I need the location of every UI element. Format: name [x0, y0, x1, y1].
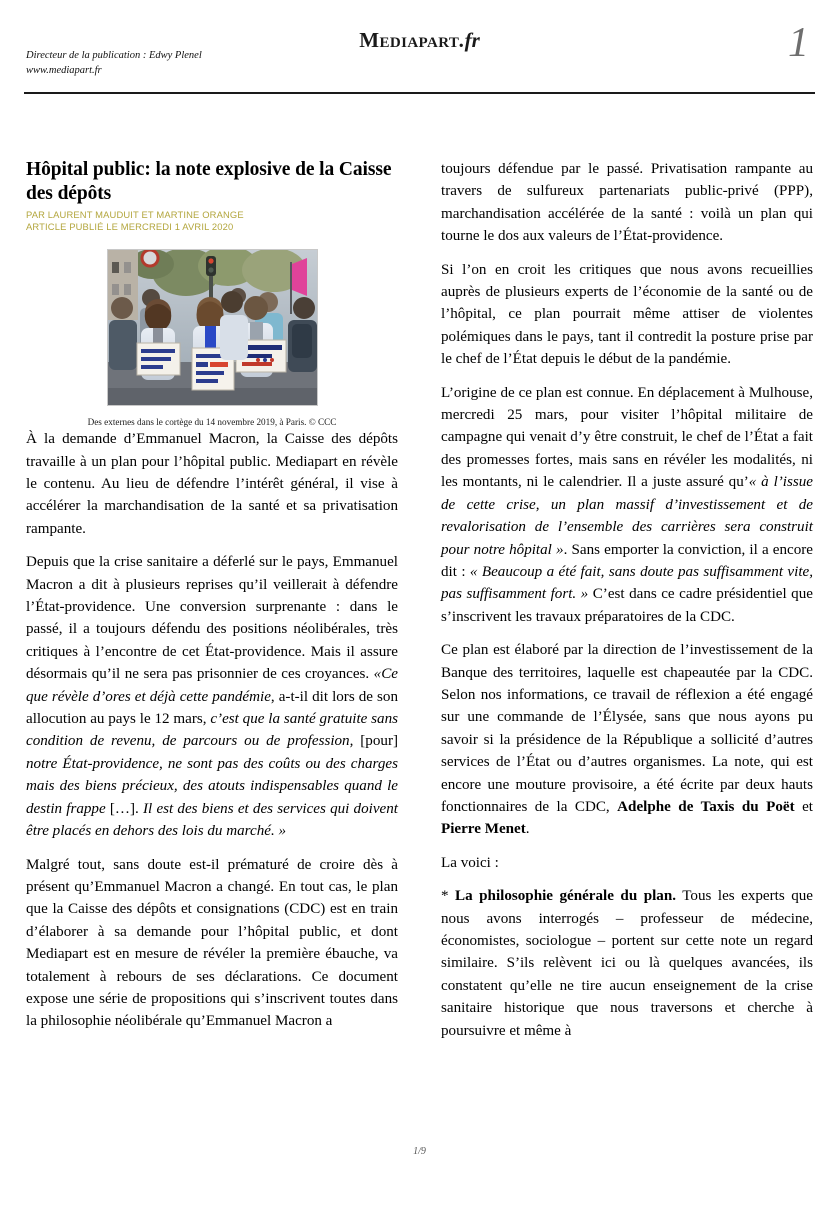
- text-run: .: [525, 821, 530, 838]
- text-run: […].: [105, 800, 144, 817]
- header-divider: [24, 92, 815, 94]
- text-run: Tous les experts que nous avons interrogés – professeur de médecine, économistes, sociologue – portent sur cette note un regard similaire. S’ils relèvent ici ou là quelques avancées, ils constatent qu’elle ne tire aucun enseignement de la crise sanitaire historique que nous traversons et cherche à poursuivre et même à: [441, 888, 813, 1039]
- text-run: Si l’on en croit les critiques que nous avons recueillies auprès de plusieurs experts de l’économie de la santé ou de l’hôpital, ce plan pourrait même attiser de violentes polémiques dans le pays, tant il contredit la posture prise par le chef de l’État depuis le début de la pandémie.: [441, 261, 813, 368]
- paragraph: [441, 158, 813, 248]
- text-run: C’est dans ce cadre présidentiel que s’inscrivent les travaux préparatoires de la CDC.: [441, 586, 813, 625]
- header-page-number: 1: [788, 20, 809, 66]
- protest-photo: [107, 249, 318, 406]
- text-run: «Ce que révèle d’ores et déjà cette pandémie: [26, 666, 398, 705]
- text-run: L’origine de ce plan est connue. En déplacement à Mulhouse, mercredi 25 mars, pour visiter l’hôpital militaire de campagne qui venait d’y être construit, le chef de l’État a fait des promesses fortes, mais sans en révéler les modalités, ni les montants, ni le calendrier. Il a juste assuré qu’: [441, 384, 813, 491]
- byline-authors: PAR LAURENT MAUDUIT ET MARTINE ORANGE: [26, 209, 244, 220]
- page-title: Hôpital public: la note explosive de la Caisse des dépôts: [26, 159, 392, 204]
- left-column: [26, 158, 398, 1044]
- paragraph: [26, 428, 398, 540]
- footer-page-indicator: 1/9: [413, 1146, 426, 1157]
- paragraph: [441, 639, 813, 841]
- paragraph: [26, 551, 398, 842]
- text-run: *: [441, 888, 456, 905]
- text-run: Il est des biens et des services qui doivent être placés en dehors des lois du marché. »: [26, 800, 398, 840]
- text-run: Ce plan est élaboré par la direction de l’investissement de la Banque des territoires, laquelle est chapeautée par la CDC. Selon nos informations, ce travail de réflexion a été engagé sur une commande de l’Élysée, sans que nous ayons pu savoir si la présidence de la République a sollicité d’autres services de l’État ou d’autres organismes. La note, qui est encore une mouture provisoire, a été écrite par deux hauts fonctionnaires de la CDC,: [441, 642, 813, 815]
- figure-caption: Des externes dans le cortège du 14 novembre 2019, à Paris. © CCC: [87, 417, 337, 428]
- protest-photo-illustration: [108, 250, 317, 405]
- text-run: notre État-providence, ne sont pas des coûts ou des charges mais des biens précieux, des atouts indispensables quand le destin frappe: [26, 755, 398, 817]
- logo-wordmark: Mediapart: [359, 28, 460, 52]
- text-run: toujours défendue par le passé. Privatisation rampante au travers de sulfureux partenariats public-privé (PPP), marchandisation accélérée de la santé : voilà un plan qui tourne le dos aux valeurs de l’État-providence.: [441, 161, 813, 245]
- mediapart-logo: [24, 28, 815, 53]
- text-run: La voici :: [441, 854, 499, 871]
- paragraph: [441, 852, 813, 874]
- text-run: « à l’issue de cette crise, un plan massif d’investissement et de revalorisation de l’ensemble des carrières sera construit pour notre hôpital »: [441, 474, 813, 558]
- text-run: Malgré tout, sans doute est-il prématuré de croire dès à présent qu’Emmanuel Macron a changé. En tout cas, le plan que la Caisse des dépôts et consignations (CDC) est en train d’élaborer à sa demande pour l’hôpital public, et dont Mediapart est en mesure de révéler la première ébauche, va totalement à rebours de ses déclarations. Ce document expose une série de propositions qui s’inscrivent toutes dans la philosophie néolibérale qu’Emmanuel Macron a: [26, 856, 398, 1030]
- paragraph: [441, 382, 813, 628]
- text-run: . Sans emporter la conviction, il a encore dit :: [441, 541, 813, 580]
- publisher-line: Directeur de la publication : Edwy Plenel: [26, 50, 202, 61]
- text-run: c’est que la santé gratuite sans condition de revenu, de parcours ou de profession,: [26, 711, 399, 750]
- text-run: La philosophie générale du plan.: [455, 888, 677, 905]
- right-column: [441, 158, 813, 1053]
- paragraph: [26, 854, 398, 1033]
- text-run: Depuis que la crise sanitaire a déferlé sur le pays, Emmanuel Macron a dit à plusieurs reprises qu’il veillerait à défendre l’État-providence. Une conversion surprenante : dans le passé, il a toujours défendu des positions néolibérales, très critiques à l’encontre de cet État-providence. Mais il assure désormais qu’il ne sera pas prisonnier de ces croyances.: [26, 554, 398, 683]
- logo-tld: .fr: [459, 28, 480, 52]
- text-run: Adelphe de Taxis du Poët: [617, 798, 795, 815]
- byline-date: ARTICLE PUBLIÉ LE MERCREDI 1 AVRIL 2020: [26, 220, 234, 232]
- text-run: À la demande d’Emmanuel Macron, la Caisse des dépôts travaille à un plan pour l’hôpital public. Mediapart en révèle le contenu. Au lieu de défendre l’intérêt général, il vise à accélérer la marchandisation de la santé et sa privatisation rampante.: [26, 431, 398, 537]
- paragraph: [441, 885, 813, 1042]
- paragraph: [441, 259, 813, 371]
- page-header: [24, 20, 815, 92]
- left-column-body: [26, 428, 398, 1033]
- text-run: et: [794, 798, 813, 815]
- article-figure: [26, 249, 398, 428]
- text-run: [pour]: [353, 733, 398, 750]
- text-run: , a-t-il dit lors de son allocution au pays le 12 mars,: [26, 688, 398, 728]
- text-run: « Beaucoup a été fait, sans doute pas suffisamment vite, pas suffisamment fort. »: [441, 563, 813, 603]
- publisher-website: www.mediapart.fr: [26, 65, 102, 76]
- text-run: Pierre Menet: [441, 821, 526, 838]
